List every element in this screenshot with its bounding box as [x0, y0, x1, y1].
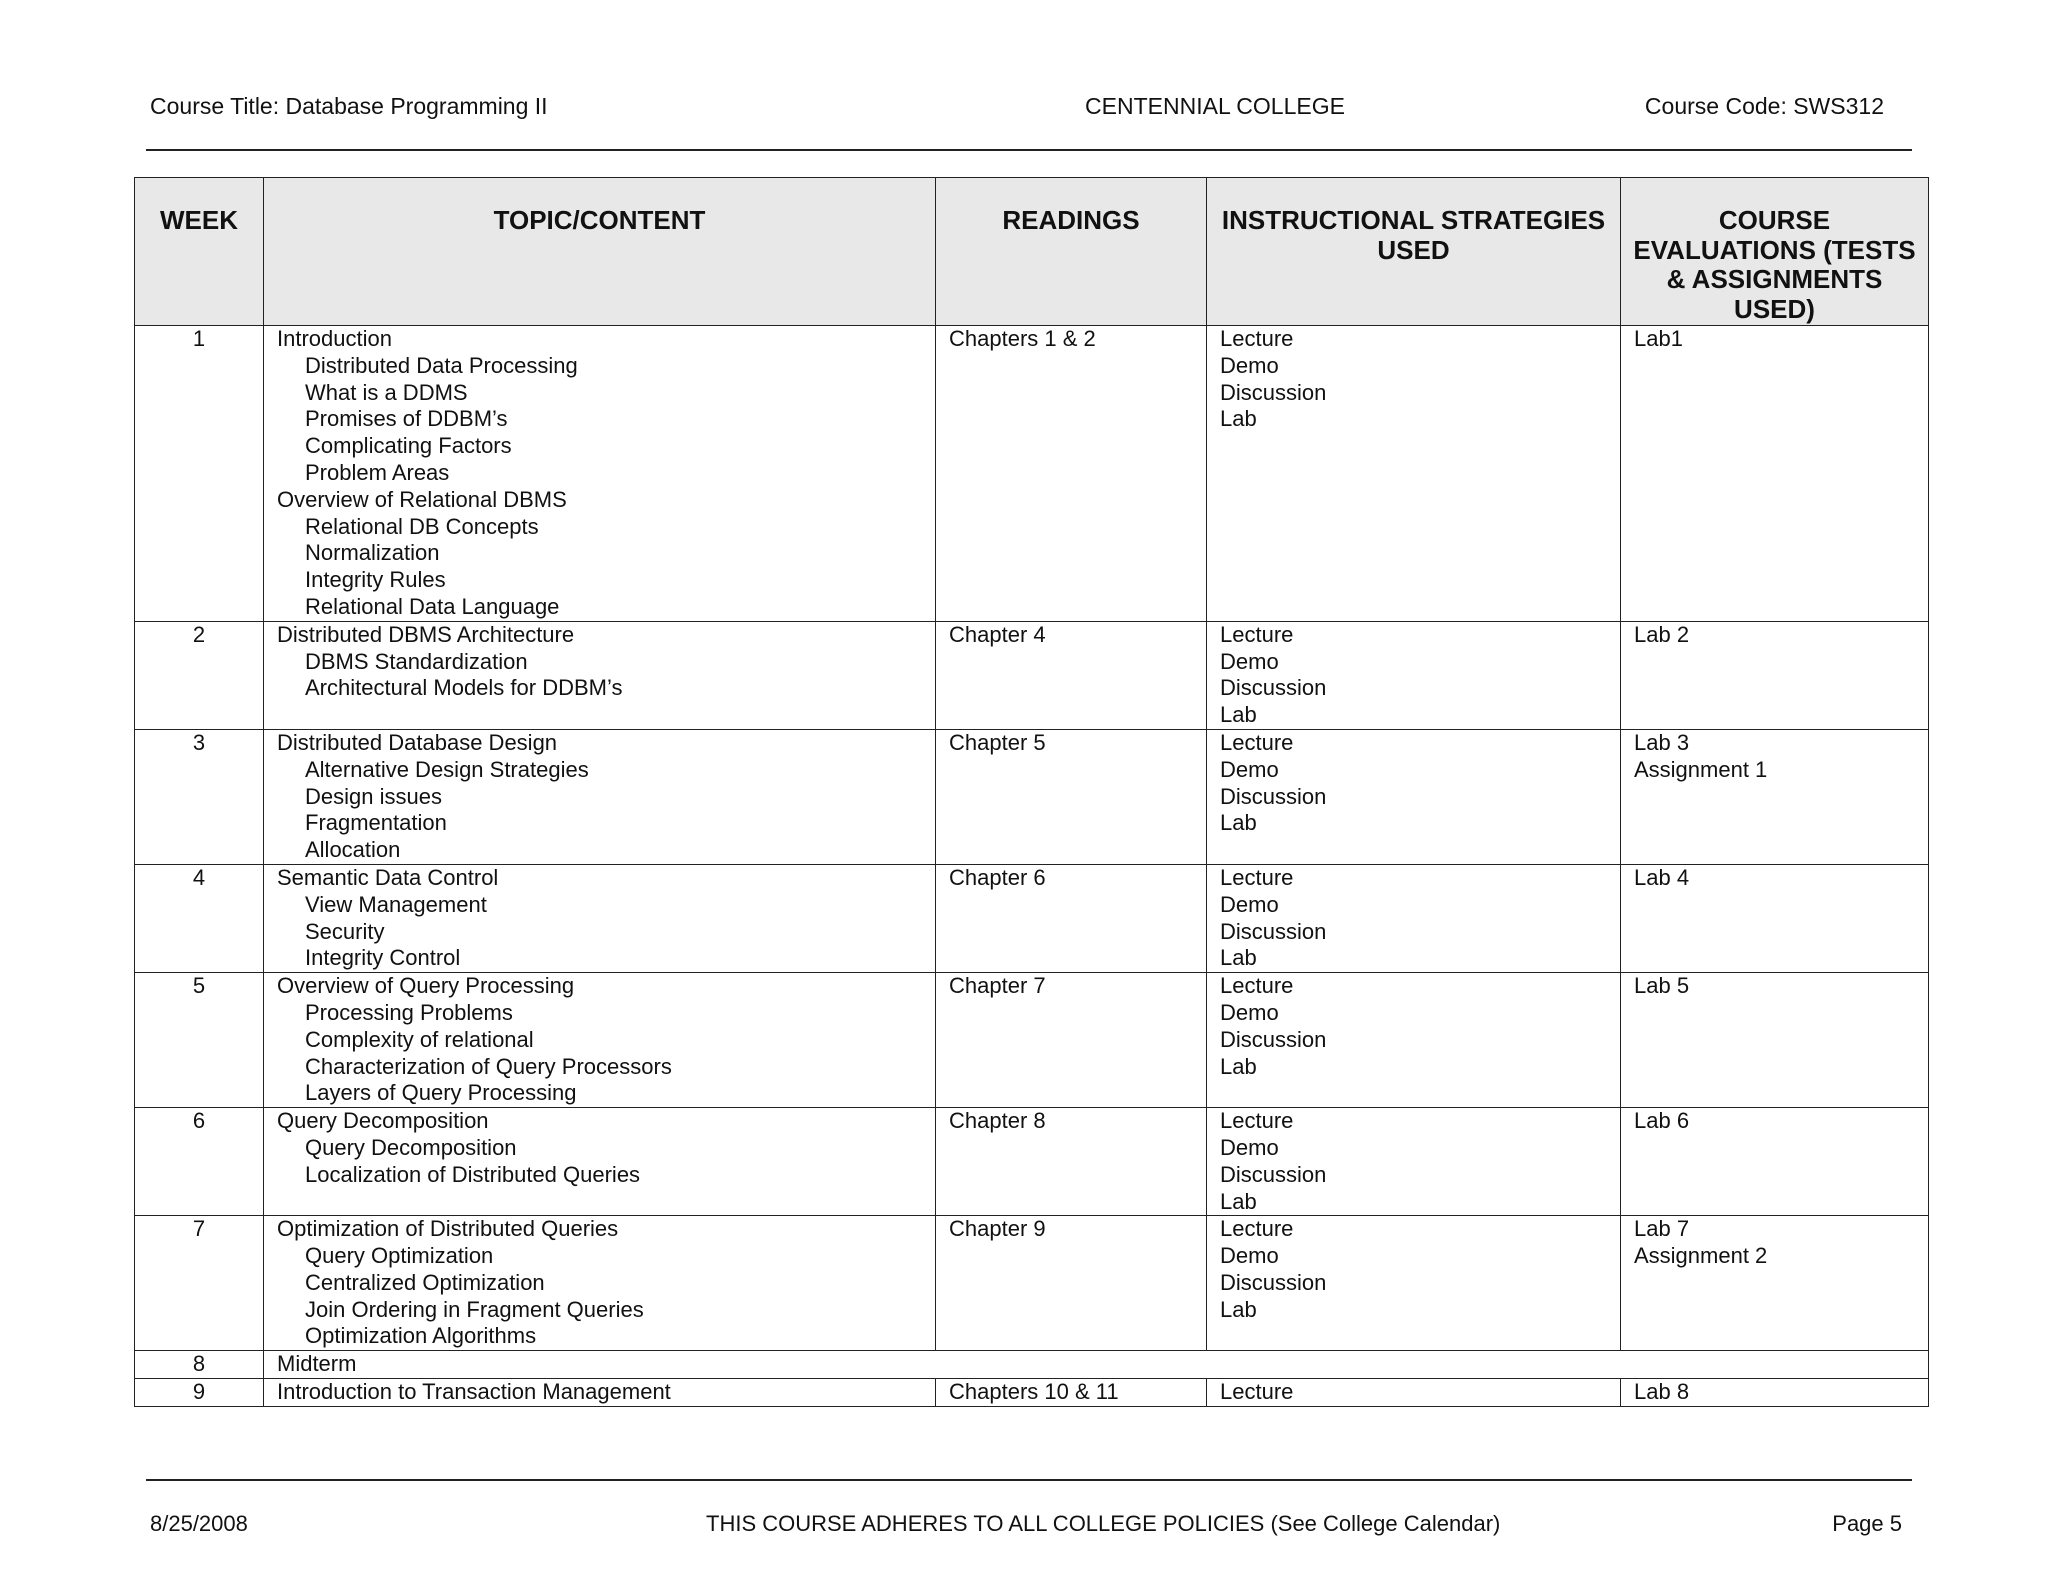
reading: Chapter 4 [949, 621, 1046, 647]
topic-cell [264, 864, 936, 972]
table-row [135, 729, 1929, 864]
strategies-cell [1207, 621, 1621, 729]
subtopic: Distributed Data Processing [305, 352, 578, 378]
strategy: Demo [1220, 1243, 1279, 1269]
subtopic: Processing Problems [305, 999, 513, 1025]
strategy: Discussion [1220, 1161, 1327, 1187]
topic-title: Semantic Data Control [277, 864, 499, 890]
subtopic: Relational Data Language [305, 593, 560, 619]
subtopic: Architectural Models for DDBM’s [305, 675, 623, 701]
topic-cell [264, 1108, 936, 1216]
college-name: CENTENNIAL COLLEGE [1085, 93, 1345, 119]
readings-cell [936, 729, 1207, 864]
evaluation: Lab 6 [1634, 1108, 1690, 1134]
topic-title: Distributed DBMS Architecture [277, 621, 575, 647]
topic-cell [264, 621, 936, 729]
evaluation: Assignment 1 [1634, 756, 1768, 782]
strategy: Lab [1220, 1053, 1257, 1079]
table-body [135, 326, 1929, 1407]
reading: Chapters 10 & 11 [949, 1379, 1119, 1405]
topic-title: Introduction to Transaction Management [277, 1379, 671, 1405]
topic-cell [264, 326, 936, 622]
strategy: Demo [1220, 891, 1279, 917]
strategies-cell [1207, 326, 1621, 622]
week-cell: 6 [135, 1108, 264, 1216]
subtopic: Security [305, 918, 385, 944]
strategy: Lab [1220, 1296, 1257, 1322]
subtopic: Alternative Design Strategies [305, 756, 589, 782]
evaluation: Lab 4 [1634, 864, 1690, 890]
subtopic: Layers of Query Processing [305, 1080, 577, 1106]
header-divider [146, 149, 1912, 151]
readings-cell [936, 864, 1207, 972]
strategy: Demo [1220, 999, 1279, 1025]
subtopic: Centralized Optimization [305, 1269, 545, 1295]
footer-date: 8/25/2008 [150, 1511, 248, 1536]
subtopic: Query Decomposition [305, 1134, 517, 1160]
week-cell: 3 [135, 729, 264, 864]
strategy: Lecture [1220, 621, 1294, 647]
subtopic: Complicating Factors [305, 433, 512, 459]
topic-cell [264, 1216, 936, 1351]
subtopic: Localization of Distributed Queries [305, 1161, 641, 1187]
week-cell: 1 [135, 326, 264, 622]
strategy: Lecture [1220, 973, 1294, 999]
column-header-strategies: INSTRUCTIONAL STRATEGIES USED [1207, 178, 1621, 326]
strategy: Lecture [1220, 1379, 1294, 1405]
footer-policy: THIS COURSE ADHERES TO ALL COLLEGE POLICIES (See College Calendar) [706, 1511, 1501, 1536]
topic-title: Optimization of Distributed Queries [277, 1216, 619, 1242]
evaluations-cell [1621, 973, 1929, 1108]
course-schedule-table [134, 177, 1929, 1407]
strategy: Lab [1220, 810, 1257, 836]
subtopic: Complexity of relational [305, 1026, 534, 1052]
evaluation: Lab 5 [1634, 973, 1690, 999]
subtopic: View Management [305, 891, 487, 917]
week-cell: 4 [135, 864, 264, 972]
strategies-cell [1207, 1108, 1621, 1216]
topic-title: Overview of Relational DBMS [277, 486, 567, 512]
strategy: Lecture [1220, 864, 1294, 890]
subtopic: Integrity Control [305, 945, 461, 971]
subtopic: Allocation [305, 837, 401, 863]
evaluations-cell [1621, 621, 1929, 729]
column-header-evaluations: COURSE EVALUATIONS (TESTS & ASSIGNMENTS USED) [1621, 178, 1929, 326]
column-header-week: WEEK [135, 178, 264, 326]
strategy: Discussion [1220, 1269, 1327, 1295]
topic-cell [264, 1351, 1929, 1379]
evaluation: Lab 3 [1634, 729, 1690, 755]
reading: Chapter 6 [949, 864, 1046, 890]
subtopic: Fragmentation [305, 810, 447, 836]
reading: Chapter 9 [949, 1216, 1046, 1242]
table-row [135, 1379, 1929, 1407]
evaluation: Lab1 [1634, 326, 1683, 351]
table-header-row [135, 178, 1929, 326]
topic-title: Introduction [277, 326, 392, 351]
column-header-readings: READINGS [936, 178, 1207, 326]
topic-title: Query Decomposition [277, 1108, 489, 1134]
subtopic: DBMS Standardization [305, 648, 528, 674]
column-header-topic: TOPIC/CONTENT [264, 178, 936, 326]
subtopic: Promises of DDBM’s [305, 406, 508, 432]
subtopic: Query Optimization [305, 1243, 494, 1269]
topic-cell [264, 973, 936, 1108]
table-row [135, 326, 1929, 622]
reading: Chapter 8 [949, 1108, 1046, 1134]
week-cell: 5 [135, 973, 264, 1108]
topic-title: Overview of Query Processing [277, 973, 575, 999]
evaluation: Lab 7 [1634, 1216, 1690, 1242]
strategy: Lab [1220, 945, 1257, 971]
strategy: Discussion [1220, 675, 1327, 701]
subtopic: Design issues [305, 783, 442, 809]
course-code: Course Code: SWS312 [1644, 93, 1884, 119]
strategy: Lab [1220, 1188, 1257, 1214]
table-row [135, 1351, 1929, 1379]
readings-cell [936, 973, 1207, 1108]
table-row [135, 864, 1929, 972]
week-cell: 2 [135, 621, 264, 729]
strategy: Discussion [1220, 783, 1327, 809]
strategy: Lab [1220, 406, 1257, 432]
strategy: Discussion [1220, 1026, 1327, 1052]
week-cell: 8 [135, 1351, 264, 1379]
subtopic: Problem Areas [305, 459, 450, 485]
strategy: Discussion [1220, 379, 1327, 405]
subtopic: Normalization [305, 540, 440, 566]
strategy: Lecture [1220, 1216, 1294, 1242]
subtopic: What is a DDMS [305, 379, 468, 405]
readings-cell [936, 326, 1207, 622]
topic-cell [264, 1379, 936, 1407]
course-title: Course Title: Database Programming II [150, 93, 548, 119]
evaluations-cell [1621, 326, 1929, 622]
strategies-cell [1207, 864, 1621, 972]
strategies-cell [1207, 1216, 1621, 1351]
evaluations-cell [1621, 1379, 1929, 1407]
table-row [135, 621, 1929, 729]
evaluation: Lab 8 [1634, 1379, 1690, 1405]
readings-cell [936, 1379, 1207, 1407]
table-row [135, 973, 1929, 1108]
strategy: Demo [1220, 648, 1279, 674]
strategies-cell [1207, 973, 1621, 1108]
evaluations-cell [1621, 1108, 1929, 1216]
subtopic: Integrity Rules [305, 567, 446, 593]
strategy: Lecture [1220, 729, 1294, 755]
strategy: Discussion [1220, 918, 1327, 944]
reading: Chapter 7 [949, 973, 1046, 999]
subtopic: Optimization Algorithms [305, 1323, 537, 1349]
reading: Chapter 5 [949, 729, 1046, 755]
page-number: Page 5 [1832, 1511, 1902, 1536]
strategy: Lab [1220, 702, 1257, 728]
evaluations-cell [1621, 864, 1929, 972]
subtopic: Relational DB Concepts [305, 513, 539, 539]
evaluation: Lab 2 [1634, 621, 1690, 647]
week-cell: 9 [135, 1379, 264, 1407]
table-row [135, 1216, 1929, 1351]
subtopic: Join Ordering in Fragment Queries [305, 1296, 644, 1322]
week-cell: 7 [135, 1216, 264, 1351]
readings-cell [936, 1216, 1207, 1351]
topic-cell [264, 729, 936, 864]
table-row [135, 1108, 1929, 1216]
subtopic: Characterization of Query Processors [305, 1053, 672, 1079]
evaluations-cell [1621, 1216, 1929, 1351]
strategy: Lecture [1220, 1108, 1294, 1134]
readings-cell [936, 1108, 1207, 1216]
footer-divider [146, 1479, 1912, 1481]
evaluations-cell [1621, 729, 1929, 864]
strategy: Lecture [1220, 326, 1294, 351]
topic-title: Midterm [277, 1351, 357, 1377]
evaluation: Assignment 2 [1634, 1243, 1768, 1269]
strategies-cell [1207, 1379, 1621, 1407]
strategy: Demo [1220, 352, 1279, 378]
strategy: Demo [1220, 1134, 1279, 1160]
readings-cell [936, 621, 1207, 729]
strategies-cell [1207, 729, 1621, 864]
strategy: Demo [1220, 756, 1279, 782]
reading: Chapters 1 & 2 [949, 326, 1096, 351]
topic-title: Distributed Database Design [277, 729, 558, 755]
